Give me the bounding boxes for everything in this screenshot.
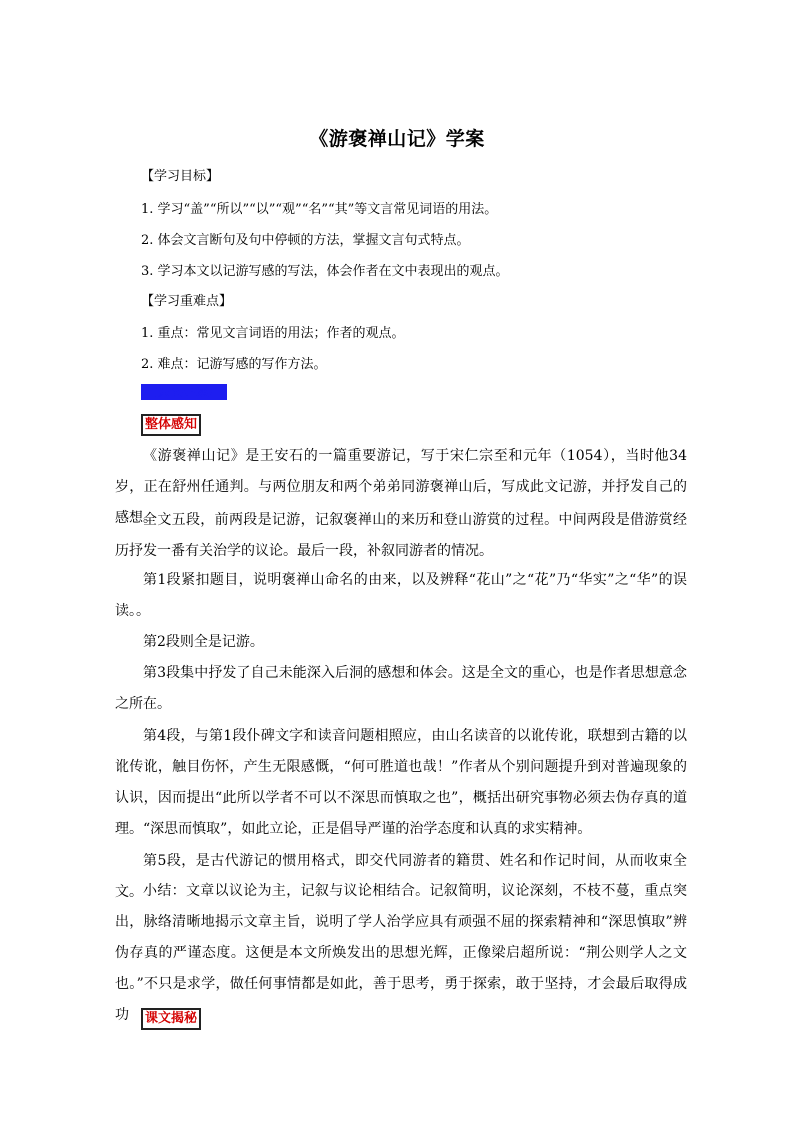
paragraph-summary: 小结：文章以议论为主，记叙与议论相结合。记叙简明，议论深刻，不枝不蔓，重点突出，脉络清晰地揭示文章主旨，说明了学人治学应具有顽强不屈的探索精神和“深思慎取”辨伪存真的严谨态度。这便是本文所焕发出的思想光辉，正像梁启超所说：“荆公则学人之文也。”不只是求学，做任何事情都是如此，善于思考，勇于探索，敢于坚持，才会最后取得成功 xyxy=(115,883,687,1023)
objective-item-1: 1. 学习“盖”“所以”“以”“观”“名”“其”等文言常见词语的用法。 xyxy=(141,202,498,217)
paragraph-section-4: 第4段，与第1段仆碑文字和读音问题相照应，由山名读音的以讹传讹，联想到古籍的以讹传讹，触目伤怀，产生无限感慨，“何可胜道也哉！”作者从个别问题提升到对普遍现象的认识，因而提出“此所以学者不可以不深思而慎取之也”，概括出研究事物必须去伪存真的道理。“深思而慎取”，如此立论，正是倡导严谨的治学态度和认真的求实精神。 xyxy=(115,728,687,837)
section-label-guide: 【课文导读】 xyxy=(141,384,227,400)
section-label-overall: 整体感知 xyxy=(141,414,201,436)
paragraph-structure: 全文五段，前两段是记游，记叙褒禅山的来历和登山游赏的过程。中间两段是借游赏经历抒发一番有关治学的议论。最后一段，补叙同游者的情况。 xyxy=(115,512,687,559)
paragraph-intro: 《游褒禅山记》是王安石的一篇重要游记，写于宋仁宗至和元年（1054），当时他34岁，正在舒州任通判。与两位朋友和两个弟弟同游褒禅山后，写成此文记游，并抒发自己的感想。 xyxy=(115,448,687,526)
paragraph-section-1: 第1段紧扣题目，说明褒禅山命名的由来，以及辨释“花山”之“花”乃“华实”之“华”的误读。。 xyxy=(115,572,687,619)
paragraph-section-3: 第3段集中抒发了自己未能深入后洞的感想和体会。这是全文的重心，也是作者思想意念之所在。 xyxy=(115,665,687,712)
paragraph-section-5: 第5段，是古代游记的惯用格式，即交代同游者的籍贯、姓名和作记时间，从而收束全文。 xyxy=(115,853,687,900)
key-points-heading: 【学习重难点】 xyxy=(141,294,233,309)
document-title: 《游褒禅山记》学案 xyxy=(309,128,485,150)
paragraph-section-2: 第2段则全是记游。 xyxy=(143,634,264,650)
key-point-item-2: 2. 难点：记游写感的写作方法。 xyxy=(141,357,327,372)
section-label-reveal: 课文揭秘 xyxy=(141,1008,201,1030)
objective-item-3: 3. 学习本文以记游写感的写法，体会作者在文中表现出的观点。 xyxy=(141,264,509,279)
key-point-item-1: 1. 重点：常见文言词语的用法；作者的观点。 xyxy=(141,326,405,341)
objective-item-2: 2. 体会文言断句及句中停顿的方法，掌握文言句式特点。 xyxy=(141,233,470,248)
objectives-heading: 【学习目标】 xyxy=(141,169,220,184)
